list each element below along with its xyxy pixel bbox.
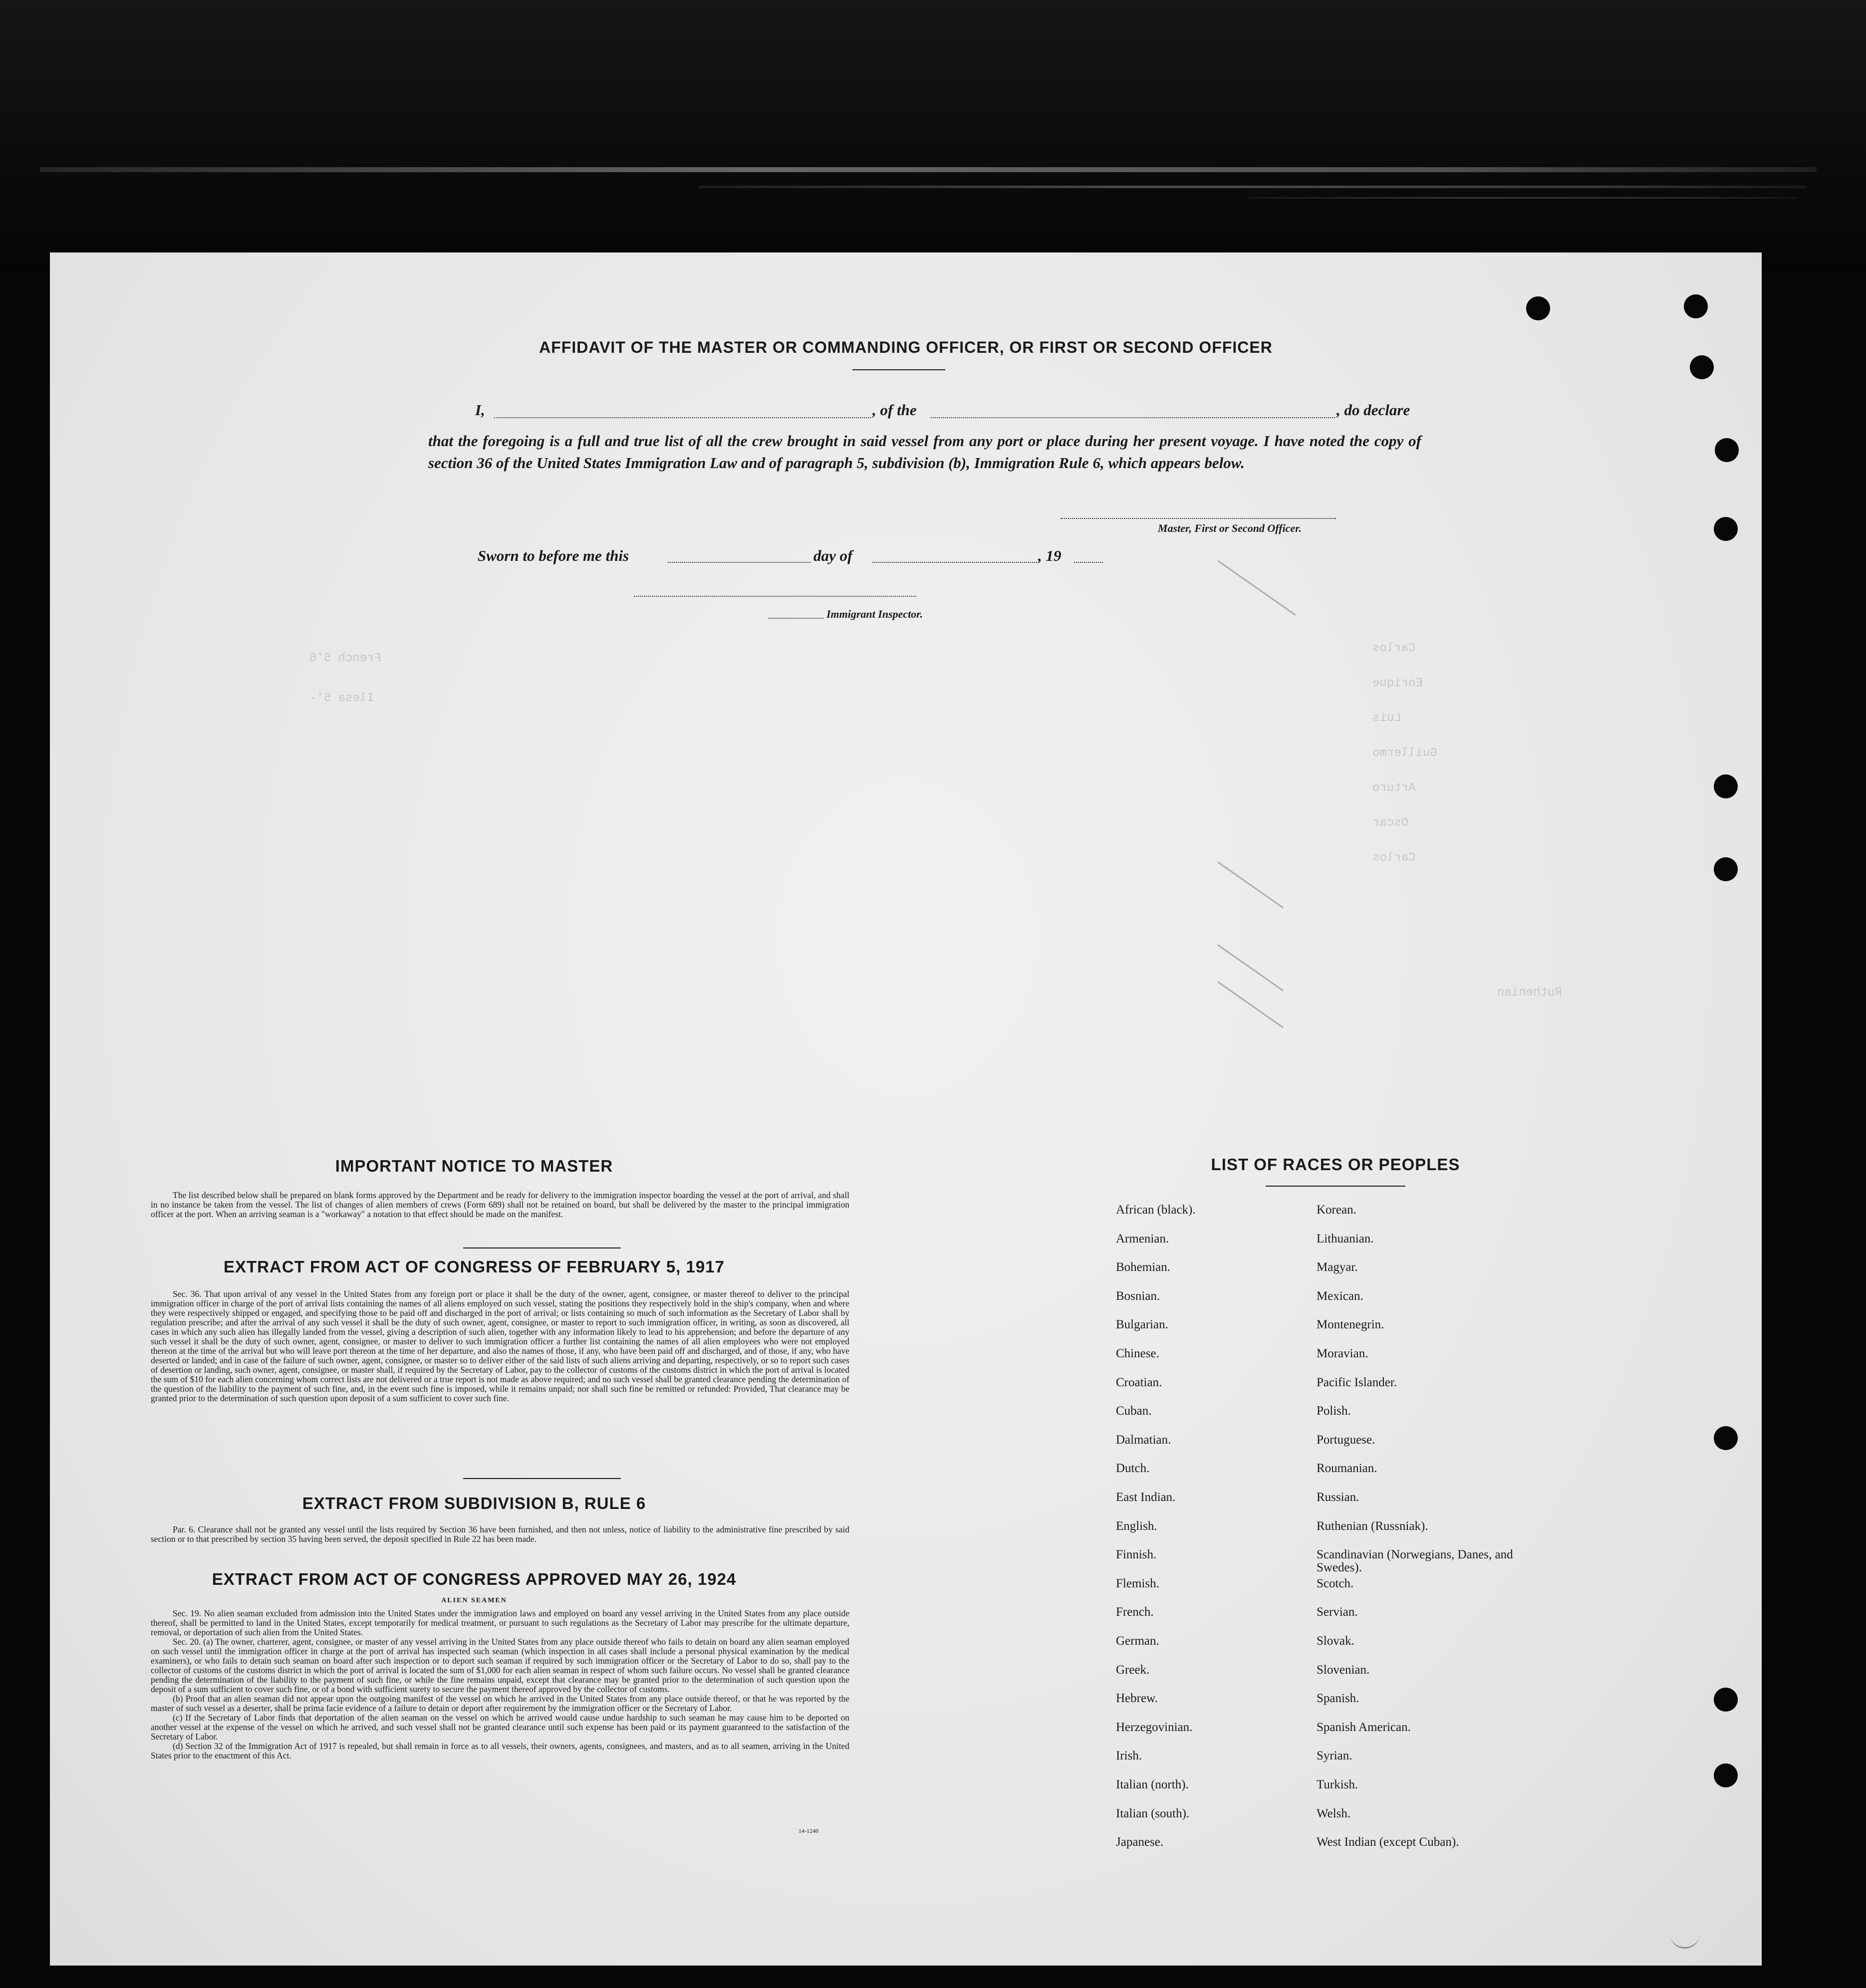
extract-1924-title: EXTRACT FROM ACT OF CONGRESS APPROVED MAY 26, 1924 (212, 1570, 737, 1588)
race-item: Finnish. (1116, 1548, 1157, 1562)
race-item: Greek. (1116, 1663, 1150, 1677)
race-item: Mexican. (1317, 1289, 1363, 1303)
race-item: Polish. (1317, 1404, 1351, 1418)
pen-mark (1217, 560, 1296, 615)
race-item: Slovak. (1317, 1634, 1354, 1648)
vessel-name-blank (931, 417, 1335, 418)
notice-title: IMPORTANT NOTICE TO MASTER (335, 1157, 613, 1175)
declarant-pronoun: I, (475, 401, 485, 419)
extract-rule6-title: EXTRACT FROM SUBDIVISION B, RULE 6 (302, 1494, 646, 1512)
inspector-signature-line (634, 596, 916, 597)
year-prefix: , 19 (1038, 547, 1062, 564)
extract-1924-subtitle: ALIEN SEAMEN (441, 1597, 507, 1604)
punch-hole (1714, 1688, 1738, 1712)
race-item: Italian (north). (1116, 1778, 1189, 1791)
race-item: Japanese. (1116, 1835, 1164, 1849)
race-item: Moravian. (1317, 1347, 1368, 1360)
race-item: Herzegovinian. (1116, 1720, 1193, 1734)
extract-1917-body: Sec. 36. That upon arrival of any vessel in the United States from any foreign port or place it shall be the duty of the owner, agent, consignee, or master thereof to deliver to the principal immigration officer in charge of the port of arrival lists containing the names of all aliens employed on such vessel, stating the positions they respectively hold in the ship's company, when and where they were respectively shipped or engaged, and specifying those to be paid off and discharged in the port of arrival; or lists containing so much of such information as the Secretary of Labor shall by regulation prescribe; and after the arrival of any such vessel it shall be the duty of such owner, agent, consignee, or master to report to such immigration officer, in writing, as soon as discovered, all cases in which any such alien has illegally landed from the vessel, giving a description of such alien, together with any information likely to lead to his apprehension; and before the departure of any such vessel it shall be the duty of such owner, agent, consignee, or master to deliver to such immigration officer a further list containing the names of all alien employees who were not employed thereon at the time of the arrival but who will leave port thereon at the time of her departure, and also the names of those, if any, who have been paid off and discharged, and of those, if any, who have deserted or landed; and in case of the failure of such owner, agent, consignee, or master so to deliver either of the said lists of such aliens arriving and departing, respectively, or so to report such cases of desertion or landing, such owner, agent, consignee, or master shall, if required by the Secretary of Labor, pay to the collector of customs of the customs district in which the port of arrival is located the sum of $10 for each alien concerning whom correct lists are not delivered or a true report is not made as above required; and no such vessel shall be granted clearance pending the determination of the question of the liability to the payment of such fine, and, in the event such fine is imposed, while it remains unpaid; nor shall such fine be remitted or refunded: Provided, That clearance may be granted prior to the determination of such question upon deposit of a sum sufficient to cover such fine. (151, 1289, 849, 1403)
pencil-mark (1670, 1927, 1700, 1949)
declaration-body: that the foregoing is a full and true list of all the crew brought in said vessel from any port or place during her present voyage. I have noted the copy of section 36 of the United States Immigration Law and of paragraph 5, subdivision (b), Immigration Rule 6, which appears below. (428, 432, 1421, 472)
extract-1924-paragraph: (d) Section 32 of the Immigration Act of 1917 is repealed, but shall remain in force as to all vessels, their owners, agents, consignees, and masters, and as to all seamen, arriving in the United States prior to the enactment of this Act. (151, 1741, 849, 1760)
inspector-signature-caption: Immigrant Inspector. (826, 608, 923, 620)
bleed-through-text: Ilesa 5'- (309, 692, 374, 705)
race-item: Turkish. (1317, 1778, 1358, 1791)
race-item: Dutch. (1116, 1462, 1150, 1476)
bleed-through-text: Arturo (1372, 781, 1416, 795)
declarant-name-blank (494, 417, 871, 418)
punch-hole (1714, 1763, 1738, 1787)
punch-hole (1715, 438, 1739, 462)
race-item: Montenegrin. (1317, 1318, 1384, 1332)
extract-rule6-body: Par. 6. Clearance shall not be granted any vessel until the lists required by Section 36 have been furnished, and then not unless, notice of liability to the administrative fine prescribed by said section or to that prescribed by section 35 having been served, the deposit specified in Rule 22 has been made. (151, 1524, 849, 1544)
extract-1917-title: EXTRACT FROM ACT OF CONGRESS OF FEBRUARY 5, 1917 (224, 1257, 725, 1276)
race-item: African (black). (1116, 1203, 1196, 1217)
race-item: East Indian. (1116, 1491, 1176, 1504)
extract-1924-paragraph: Sec. 20. (a) The owner, charterer, agent, consignee, or master of any vessel arriving in the United States from any place outside thereof who fails to detain on board any alien seaman employed on such vessel until the immigration officer in charge at the port of arrival has inspected such seaman (which inspection in all cases shall include a personal physical examination by the medical examiners), or who fails to detain such seaman on board after such inspection or to deport such seaman if required by such immigration officer or the Secretary of Labor to do so, shall pay to the collector of customs of the customs district in which the port of arrival is located the sum of $1,000 for each alien seaman in respect of whom such failure occurs. No vessel shall be granted clearance pending the determination of the liability to the payment of such fine, or while the fine remains unpaid, except that clearance may be granted prior to the determination of such question upon the deposit of a sum sufficient to cover such fine, or of a bond with sufficient surety to secure the payment thereof approved by the collector of customs. (151, 1637, 849, 1694)
do-declare-text: , do declare (1336, 401, 1410, 419)
punch-hole (1526, 296, 1550, 320)
sworn-year-blank (1074, 562, 1103, 563)
form-number: 14-1240 (799, 1827, 818, 1834)
race-item: Korean. (1317, 1203, 1356, 1217)
race-item: Lithuanian. (1317, 1232, 1374, 1245)
scanner-background (0, 0, 1866, 269)
affidavit-title: AFFIDAVIT OF THE MASTER OR COMMANDING OFFICER, OR FIRST OR SECOND OFFICER (539, 338, 1273, 356)
race-item: Roumanian. (1317, 1462, 1377, 1476)
sworn-text: Sworn to before me this (478, 547, 629, 564)
extract-1924-paragraph: (b) Proof that an alien seaman did not appear upon the outgoing manifest of the vessel on which he arrived in the United States from any place outside thereof, or that he was reported by the master of such vessel as a deserter, shall be prima facie evidence of a failure to detain or deport after requirement by the immigration officer or the Secretary of Labor. (151, 1694, 849, 1713)
inspector-caption-leader (769, 618, 823, 619)
pen-mark (1217, 861, 1284, 908)
section-divider (463, 1478, 621, 1479)
day-of-text: day of (813, 547, 853, 564)
scan-edge-line (40, 167, 1817, 172)
section-divider (463, 1247, 621, 1248)
race-item: Ruthenian (Russniak). (1317, 1519, 1428, 1533)
extract-1924-paragraph: Sec. 19. No alien seaman excluded from admission into the United States under the immigration laws and employed on board any vessel arriving in the United States from any place outside thereof, shall be permitted to land in the United States, except temporarily for medical treatment, or pursuant to such regulations as the Secretary of Labor may prescribe for the ultimate departure, removal, or deportation of such alien from the United States. (151, 1608, 849, 1637)
scan-edge-line (699, 186, 1807, 188)
bleed-through-text: Enrique (1372, 677, 1423, 690)
punch-hole (1684, 294, 1708, 318)
race-item: Pacific Islander. (1317, 1375, 1397, 1389)
bleed-through-text: Luis (1372, 712, 1401, 725)
races-title: LIST OF RACES OR PEOPLES (1211, 1155, 1460, 1174)
race-item: French. (1116, 1605, 1154, 1619)
race-item: Irish. (1116, 1749, 1142, 1763)
race-item: Bosnian. (1116, 1289, 1160, 1303)
bleed-through-text: French 5'6 (309, 652, 382, 665)
bleed-through-text: Oscar (1372, 816, 1409, 830)
races-title-underline (1266, 1186, 1405, 1187)
race-item: Servian. (1317, 1605, 1358, 1619)
punch-hole (1714, 774, 1738, 798)
race-item: Slovenian. (1317, 1663, 1370, 1677)
race-item: Italian (south). (1116, 1806, 1190, 1820)
bleed-through-text: Carlos (1372, 851, 1416, 865)
race-item: Hebrew. (1116, 1692, 1158, 1706)
race-item: Croatian. (1116, 1375, 1162, 1389)
race-item: Flemish. (1116, 1576, 1159, 1590)
race-item: Spanish. (1317, 1692, 1359, 1706)
race-item: English. (1116, 1519, 1157, 1533)
race-item: Dalmatian. (1116, 1433, 1171, 1447)
bleed-through-text: Guillermo (1372, 746, 1437, 760)
extract-1924-paragraph: (c) If the Secretary of Labor finds that deportation of the alien seaman on the vessel on which he arrived would cause undue hardship to such seaman he may cause him to be deported on another vessel at the expense of the vessel on which he arrived, and such vessel shall not be granted clearance until such expense has been paid or its payment guaranteed to the satisfaction of the Secretary of Labor. (151, 1713, 849, 1741)
race-item: Magyar. (1317, 1260, 1358, 1274)
master-signature-line (1061, 518, 1336, 519)
scan-edge-line (1248, 197, 1797, 199)
race-item: German. (1116, 1634, 1159, 1648)
race-item: West Indian (except Cuban). (1317, 1835, 1459, 1849)
manifest-page (50, 252, 1762, 1966)
sworn-month-blank (872, 562, 1037, 563)
punch-hole (1714, 517, 1738, 541)
sworn-day-blank (668, 562, 810, 563)
race-item: Spanish American. (1317, 1720, 1411, 1734)
bleed-through-text: Ruthenian (1497, 986, 1562, 999)
race-item: Welsh. (1317, 1806, 1351, 1820)
race-item: Armenian. (1116, 1232, 1169, 1245)
race-item: Bohemian. (1116, 1260, 1171, 1274)
race-item: Russian. (1317, 1491, 1359, 1504)
pen-mark (1217, 944, 1284, 991)
notice-body: The list described below shall be prepared on blank forms approved by the Department and be ready for delivery to the immigration inspector boarding the vessel at the port of arrival, and shall in no instance be taken from the vessel. The list of changes of alien members of crews (Form 689) shall not be retained on board, but shall be delivered by the master to the principal immigration officer at the port. When an arriving seaman is a "workaway" a notation to that effect should be made on the manifest. (151, 1190, 849, 1219)
punch-hole (1714, 857, 1738, 881)
race-item: Syrian. (1317, 1749, 1352, 1763)
pen-mark (1217, 981, 1284, 1028)
master-signature-caption: Master, First or Second Officer. (1158, 522, 1302, 534)
bleed-through-text: Carlos (1372, 642, 1416, 655)
punch-hole (1714, 1426, 1738, 1450)
race-item: Scandinavian (Norwegians, Danes, and Swedes). (1317, 1548, 1513, 1575)
race-item: Bulgarian. (1116, 1318, 1168, 1332)
extract-1924-body (151, 1609, 849, 1760)
of-the-text: , of the (872, 401, 917, 419)
punch-hole (1690, 355, 1714, 379)
race-item: Cuban. (1116, 1404, 1152, 1418)
race-item: Scotch. (1317, 1576, 1354, 1590)
race-item: Chinese. (1116, 1347, 1159, 1360)
race-item: Portuguese. (1317, 1433, 1375, 1447)
title-underline (852, 369, 945, 370)
